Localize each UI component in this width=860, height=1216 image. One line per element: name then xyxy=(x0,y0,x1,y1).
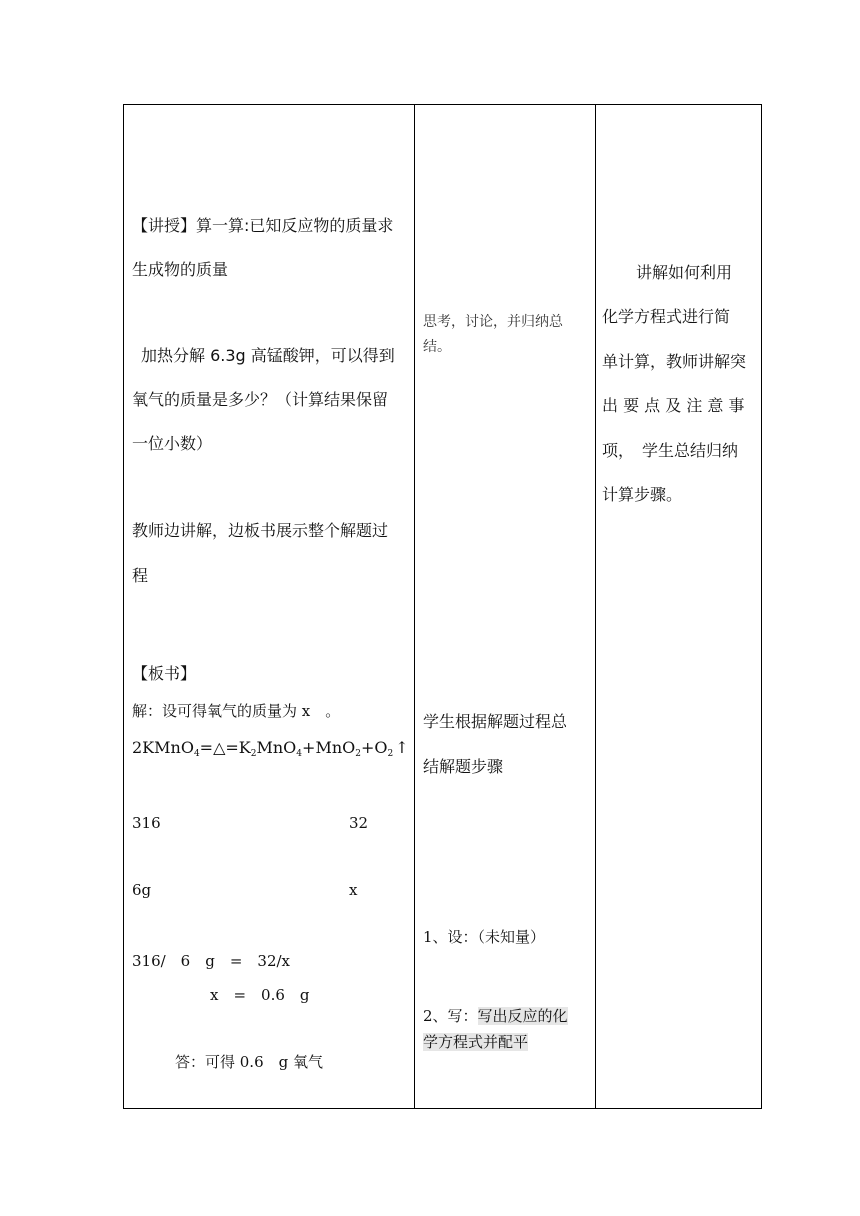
step-2-cont xyxy=(423,1031,528,1052)
step-2: 2、写：写出反应的化 xyxy=(423,1007,568,1025)
lecture-heading-cont: 生成物的质量 xyxy=(132,260,229,279)
step-1: 1、设：（未知量） xyxy=(423,928,546,946)
design-intent-cell xyxy=(596,105,762,1108)
intent-text: 讲解如何利用 xyxy=(636,263,733,282)
intent-text: 化学方程式进行简 xyxy=(602,307,731,326)
teacher-note: 程 xyxy=(132,566,149,585)
unknown-mass: x xyxy=(349,881,358,899)
intent-text: 计算步骤。 xyxy=(602,485,683,504)
teaching-content-cell xyxy=(124,105,414,1108)
think-text: 结。 xyxy=(423,339,451,355)
answer-text: 答：可得 0.6 g 氧气 xyxy=(175,1053,323,1071)
step-2-highlight: 写出反应的化 xyxy=(477,1007,568,1025)
given-mass: 6g xyxy=(132,881,152,899)
teacher-note: 教师边讲解，边板书展示整个解题过 xyxy=(132,521,389,540)
problem-text: 一位小数） xyxy=(132,434,213,453)
intent-text: 单计算，教师讲解突 xyxy=(602,352,747,371)
board-heading: 【板书】 xyxy=(132,664,197,683)
lecture-heading: 【讲授】算一算:已知反应物的质量求 xyxy=(132,216,394,235)
step-2-highlight: 学方程式并配平 xyxy=(423,1033,529,1051)
up-arrow-icon: ↑ xyxy=(395,738,409,757)
ratio-equation: 316/ 6 g = 32/x xyxy=(132,952,290,970)
problem-text: 加热分解 6.3g 高锰酸钾，可以得到 xyxy=(141,346,395,365)
molar-mass-right: 32 xyxy=(349,814,369,832)
summary-text: 结解题步骤 xyxy=(423,757,504,776)
think-text: 思考，讨论，并归纳总 xyxy=(423,314,563,330)
student-activity-cell xyxy=(414,105,595,1108)
solution-setup: 解：设可得氧气的质量为 x 。 xyxy=(132,702,341,720)
intent-text: 出 要 点 及 注 意 事 xyxy=(602,396,745,415)
result-equation: x = 0.6 g xyxy=(210,986,310,1004)
lesson-table xyxy=(123,104,762,1109)
problem-text: 氧气的质量是多少？（计算结果保留 xyxy=(132,390,389,409)
molar-mass-left: 316 xyxy=(132,814,161,832)
chemical-equation: $2KMnO_4=\triangle=K_2MnO_4+MnO_2+O_2$ ↑ xyxy=(132,738,409,759)
summary-text: 学生根据解题过程总 xyxy=(423,712,568,731)
intent-text: 项， 学生总结归纳 xyxy=(602,441,739,460)
